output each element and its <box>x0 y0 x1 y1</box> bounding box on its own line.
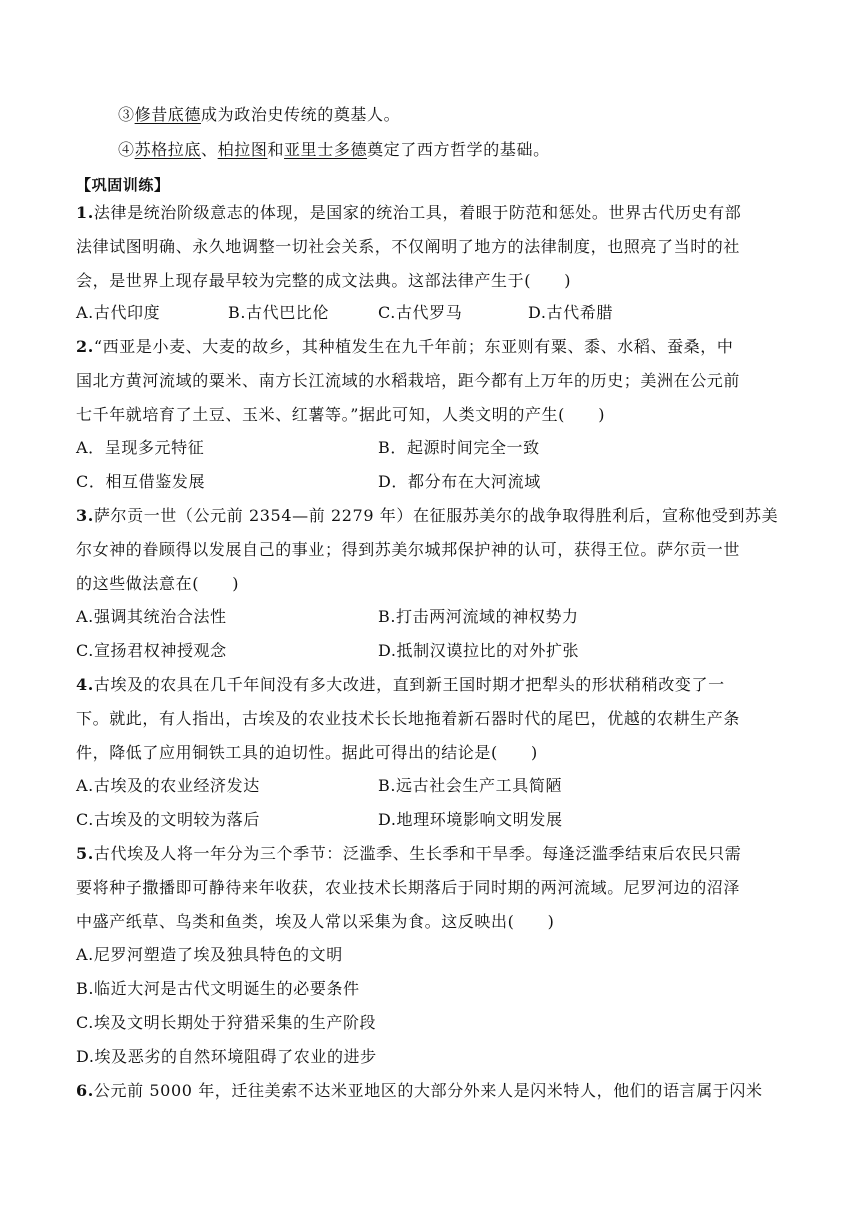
question-text: “西亚是小麦、大麦的故乡，其种植发生在九千年前；东亚则有粟、黍、水稻、蚕桑，中 <box>93 337 734 356</box>
question-number: 2. <box>76 337 94 356</box>
q4-option-d: D.地理环境影响文明发展 <box>378 810 563 829</box>
separator: 、 <box>201 140 218 159</box>
q2-option-d: D．都分布在大河流域 <box>378 472 541 491</box>
question-4-line-1 <box>76 674 725 696</box>
q1-option-b: B.古代巴比伦 <box>228 303 330 322</box>
q4-option-c: C.古埃及的文明较为落后 <box>76 810 260 829</box>
q1-option-c: C.古代罗马 <box>378 303 463 322</box>
question-text: 萨尔贡一世（公元前 2354—前 2279 年）在征服苏美尔的战争取得胜利后，宣称他受到苏美 <box>93 506 779 525</box>
question-3-line-1 <box>76 505 778 527</box>
q2-option-a: A．呈现多元特征 <box>76 438 205 457</box>
question-1-line-2: 法律试图明确、永久地调整一切社会关系，不仅阐明了地方的法律制度，也照亮了当时的社 <box>76 237 741 256</box>
item-marker: ④ <box>118 140 135 159</box>
item-text: 奠定了西方哲学的基础。 <box>367 140 550 159</box>
question-5-line-2: 要将种子撒播即可静待来年收获，农业技术长期落后于同时期的两河流域。尼罗河边的沼泽 <box>76 878 741 897</box>
question-1-line-1 <box>76 202 741 224</box>
q2-option-c: C．相互借鉴发展 <box>76 472 206 491</box>
question-number: 3. <box>76 506 94 525</box>
intro-item-3 <box>118 104 400 126</box>
question-2-line-3: 七千年就培育了土豆、玉米、红薯等。”据此可知，人类文明的产生( ) <box>76 405 606 424</box>
q5-option-a: A.尼罗河塑造了埃及独具特色的文明 <box>76 945 343 964</box>
q3-option-a: A.强调其统治合法性 <box>76 607 227 626</box>
question-5-line-3: 中盛产纸草、鸟类和鱼类，埃及人常以采集为食。这反映出( ) <box>76 912 555 931</box>
question-number: 1. <box>76 203 94 222</box>
q3-option-b: B.打击两河流域的神权势力 <box>378 607 579 626</box>
question-text: 古代埃及人将一年分为三个季节：泛滥季、生长季和干旱季。每逢泛滥季结束后农民只需 <box>93 844 742 863</box>
intro-item-4 <box>118 139 550 161</box>
q4-option-b: B.远古社会生产工具简陋 <box>378 776 563 795</box>
question-3-line-3: 的这些做法意在( ) <box>76 574 240 593</box>
item-text: 成为政治史传统的奠基人。 <box>201 105 401 124</box>
q3-option-d: D.抵制汉谟拉比的对外扩张 <box>378 641 580 660</box>
underlined-name: 亚里士多德 <box>284 140 368 159</box>
question-number: 5. <box>76 844 94 863</box>
item-marker: ③ <box>118 105 135 124</box>
q5-option-c: C.埃及文明长期处于狩猎采集的生产阶段 <box>76 1013 377 1032</box>
question-number: 4. <box>76 675 94 694</box>
question-number: 6. <box>76 1081 94 1100</box>
q5-option-d: D.埃及恶劣的自然环境阻碍了农业的进步 <box>76 1047 377 1066</box>
underlined-name: 修昔底德 <box>134 105 202 124</box>
question-2-line-2: 国北方黄河流域的粟米、南方长江流域的水稻栽培，距今都有上万年的历史；美洲在公元前 <box>76 371 741 390</box>
q4-option-a: A.古埃及的农业经济发达 <box>76 776 260 795</box>
underlined-name: 柏拉图 <box>217 140 268 159</box>
q1-option-d: D.古代希腊 <box>528 303 613 322</box>
question-4-line-3: 件，降低了应用铜铁工具的迫切性。据此可得出的结论是( ) <box>76 743 538 762</box>
question-text: 古埃及的农具在几千年间没有多大改进，直到新王国时期才把犁头的形状稍稍改变了一 <box>93 675 725 694</box>
section-title: 【巩固训练】 <box>76 176 170 194</box>
question-text: 公元前 5000 年，迁往美索不达米亚地区的大部分外来人是闪米特人，他们的语言属于闪米 <box>93 1081 763 1100</box>
separator: 和 <box>267 140 285 159</box>
question-5-line-1 <box>76 843 741 865</box>
question-1-line-3: 会，是世界上现存最早较为完整的成文法典。这部法律产生于( ) <box>76 271 572 290</box>
question-text: 法律是统治阶级意志的体现，是国家的统治工具，着眼于防范和惩处。世界古代历史有部 <box>93 203 742 222</box>
question-4-line-2: 下。就此，有人指出，古埃及的农业技术长长地拖着新石器时代的尾巴，优越的农耕生产条 <box>76 709 741 728</box>
underlined-name: 苏格拉底 <box>134 140 202 159</box>
q2-option-b: B．起源时间完全一致 <box>378 438 540 457</box>
question-3-line-2: 尔女神的眷顾得以发展自己的事业；得到苏美尔城邦保护神的认可，获得王位。萨尔贡一世 <box>76 540 741 559</box>
question-2-line-1 <box>76 336 734 358</box>
q5-option-b: B.临近大河是古代文明诞生的必要条件 <box>76 979 360 998</box>
q3-option-c: C.宣扬君权神授观念 <box>76 641 227 660</box>
q1-option-a: A.古代印度 <box>76 303 161 322</box>
question-6-line-1 <box>76 1080 763 1102</box>
